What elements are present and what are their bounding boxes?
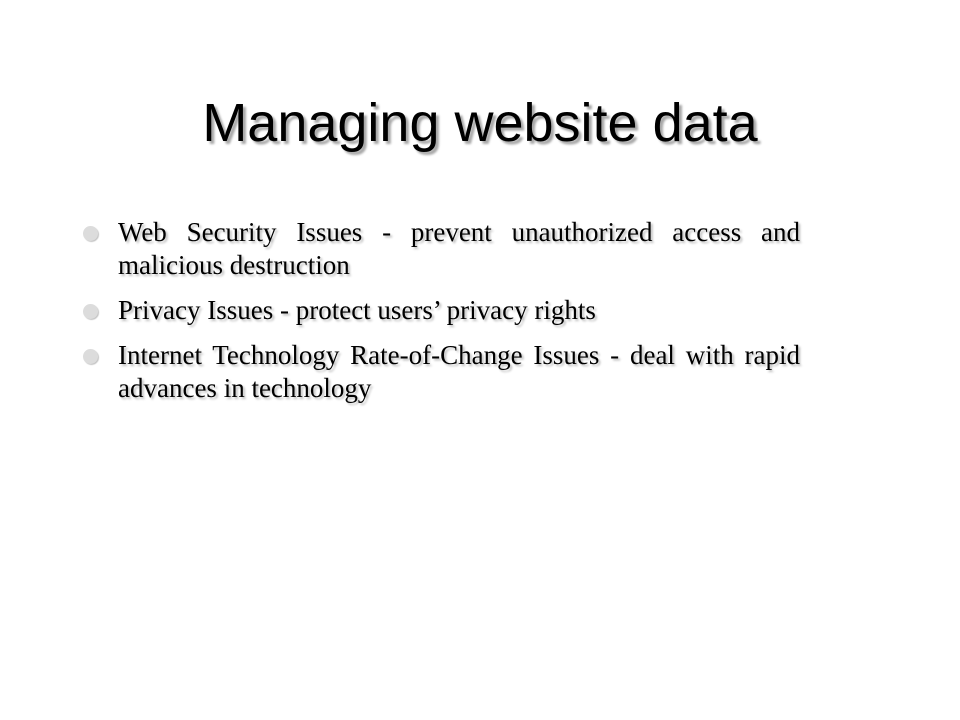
bullet-dot-icon — [83, 304, 98, 319]
bullet-text: Privacy Issues - protect users’ privacy rights — [118, 295, 596, 325]
bullet-text: Web Security Issues - prevent unauthorized access and malicious destruction — [118, 217, 800, 280]
bullet-item-rate-of-change — [80, 339, 800, 405]
bullet-list — [80, 216, 800, 417]
bullet-text: Internet Technology Rate-of-Change Issues - deal with rapid advances in technology — [118, 340, 800, 403]
slide-title: Managing website data — [202, 93, 758, 153]
bullet-item-web-security — [80, 216, 800, 282]
bullet-dot-icon — [83, 349, 98, 364]
bullet-item-privacy — [80, 294, 800, 327]
bullet-dot-icon — [83, 226, 98, 241]
